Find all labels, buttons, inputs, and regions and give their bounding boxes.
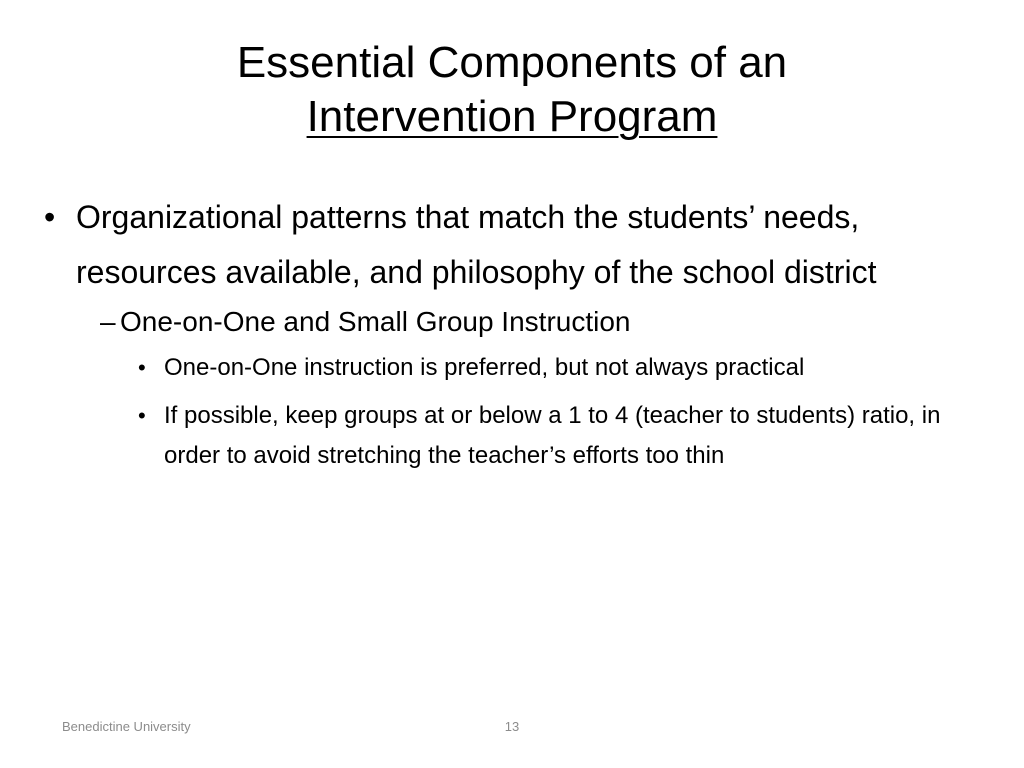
slide-body <box>44 190 994 476</box>
bullet-level-2 <box>100 302 994 342</box>
slide-title <box>60 36 964 144</box>
dash-bullet-icon: – <box>100 306 116 337</box>
bullet-level-3 <box>138 348 994 388</box>
bullet-dot-icon: • <box>44 199 56 235</box>
bullet-level-3 <box>138 396 994 476</box>
bullet-level-2-text: One-on-One and Small Group Instruction <box>120 306 631 337</box>
footer-institution: Benedictine University <box>62 719 191 734</box>
slide-title-line-2: Intervention Program <box>306 92 718 141</box>
bullet-dot-icon: • <box>138 403 146 428</box>
bullet-level-1 <box>44 190 994 300</box>
bullet-dot-icon: • <box>138 355 146 380</box>
bullet-level-1-text: Organizational patterns that match the students’ needs, resources available, and philosophy of the school district <box>76 199 877 290</box>
slide-title-line-1: Essential Components of an <box>236 38 788 87</box>
bullet-level-3-text: If possible, keep groups at or below a 1 to 4 (teacher to students) ratio, in order to avoid stretching the teacher’s efforts too thin <box>164 402 941 469</box>
bullet-level-3-text: One-on-One instruction is preferred, but not always practical <box>164 354 805 381</box>
footer-page-number: 13 <box>504 719 520 734</box>
